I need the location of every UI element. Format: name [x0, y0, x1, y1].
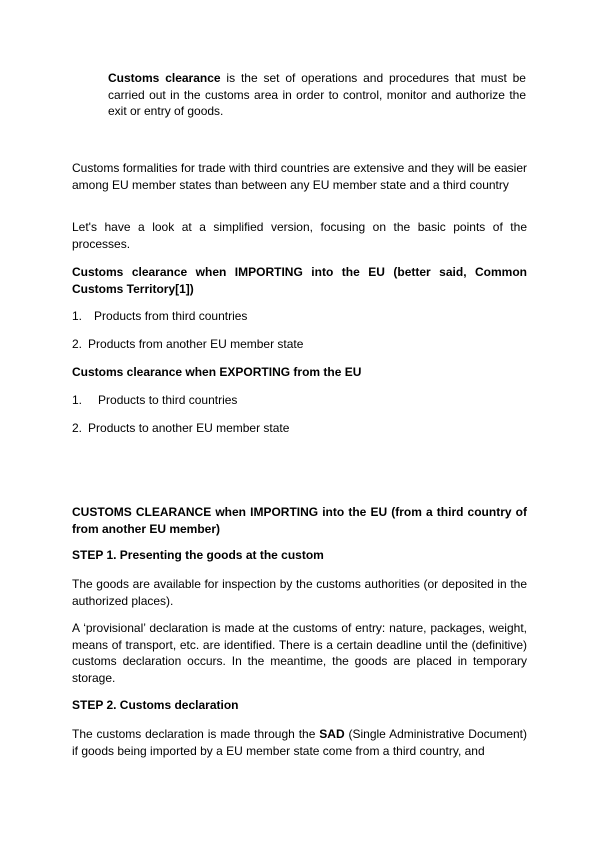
- list-number: 2.: [72, 421, 83, 435]
- importing-list-item-1: [72, 308, 247, 325]
- step2-text-before: The customs declaration is made through the: [72, 727, 320, 741]
- importing-heading: Customs clearance when IMPORTING into the EU (better said, Common Customs Territory[1]): [72, 265, 527, 296]
- list-text: Products from another EU member state: [88, 337, 304, 351]
- step1-paragraph-1: The goods are available for inspection by the customs authorities (or deposited in the authorized places).: [72, 577, 527, 608]
- list-number: 1.: [72, 309, 83, 323]
- list-text: Products to another EU member state: [88, 421, 290, 435]
- exporting-heading: Customs clearance when EXPORTING from the EU: [72, 365, 362, 379]
- list-text: Products from third countries: [94, 309, 248, 323]
- step2-heading: STEP 2. Customs declaration: [72, 698, 239, 712]
- exporting-list-item-2: [72, 420, 289, 437]
- step1-paragraph-2: A ‘provisional’ declaration is made at the customs of entry: nature, packages, weight, means of transport, etc. are identified. There is a certain deadline until the (definitive) customs declaration occurs. In the meantime, the goods are placed in temporary storage.: [72, 621, 527, 685]
- simplified-paragraph: Let's have a look at a simplified version, focusing on the basic points of the processes.: [72, 220, 527, 251]
- section-heading: CUSTOMS CLEARANCE when IMPORTING into the EU (from a third country of from another EU member): [72, 505, 527, 536]
- intro-definition: [108, 70, 526, 120]
- exporting-list-item-1: [72, 392, 237, 409]
- formalities-paragraph: Customs formalities for trade with third countries are extensive and they will be easier among EU member states than between any EU member state and a third country: [72, 161, 527, 192]
- list-number: 1.: [72, 393, 83, 407]
- step2-text-after: (Single Administrative Document) if goods being imported by a EU member state come from a third country, and: [72, 727, 527, 758]
- list-number: 2.: [72, 337, 83, 351]
- intro-text: is the set of operations and procedures that must be carried out in the customs area in order to control, monitor and authorize the exit or entry of goods.: [108, 71, 526, 118]
- importing-list-item-2: [72, 336, 303, 353]
- list-text: Products to third countries: [98, 393, 238, 407]
- step1-heading: STEP 1. Presenting the goods at the custom: [72, 548, 324, 562]
- step2-paragraph-1: [72, 726, 527, 759]
- sad-term: SAD: [319, 727, 345, 741]
- intro-term: Customs clearance: [108, 71, 221, 85]
